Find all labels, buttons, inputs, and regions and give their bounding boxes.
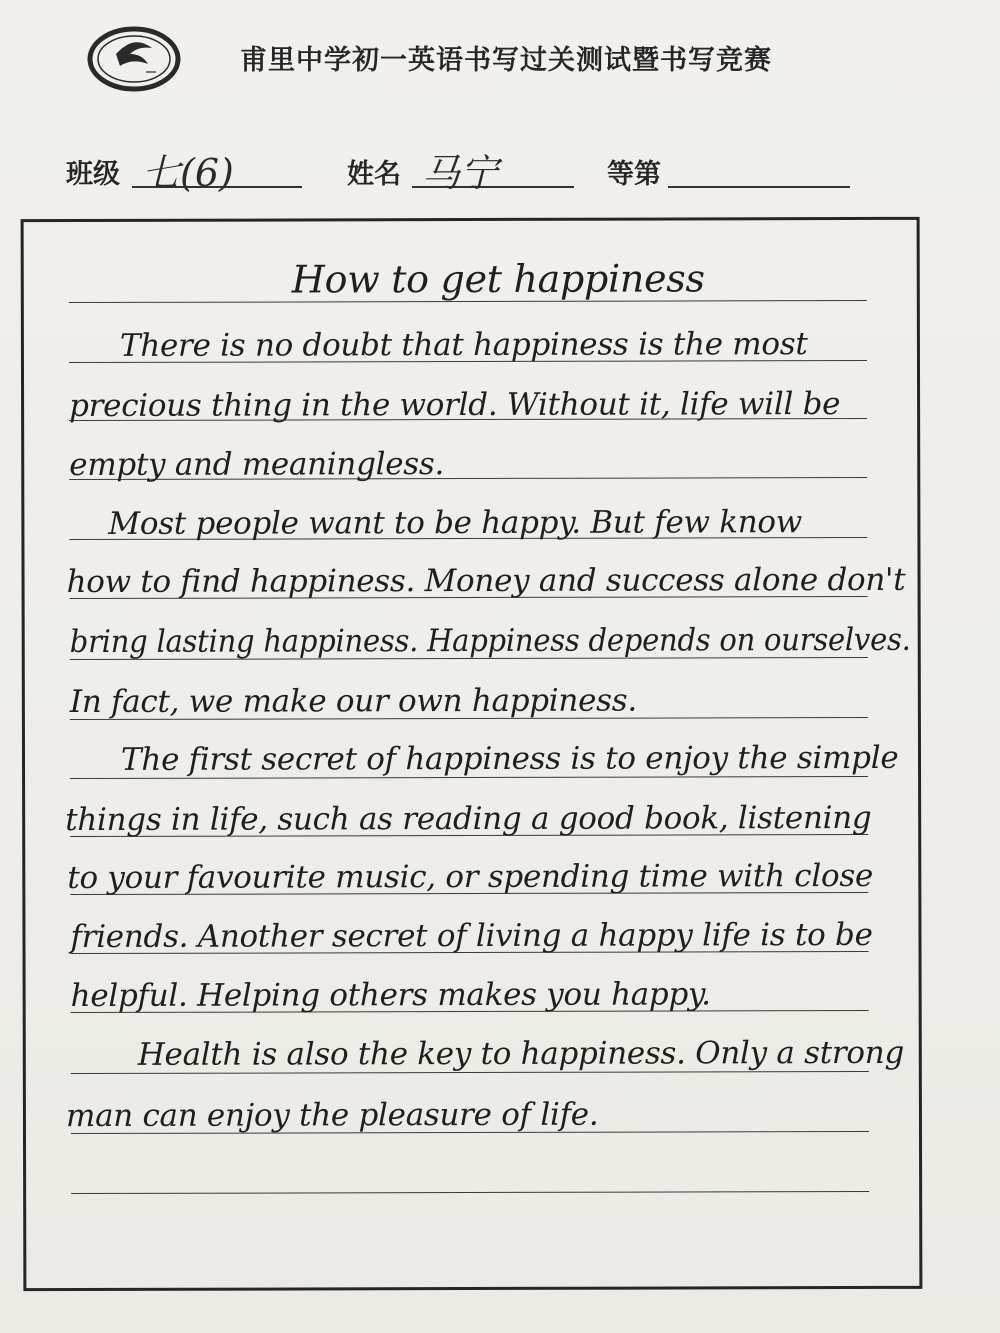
class-value[interactable]: 七(6) — [142, 151, 234, 195]
essay-line: In fact, we make our own happiness. — [69, 682, 637, 721]
name-label: 姓名 — [347, 159, 401, 190]
writing-box — [21, 217, 923, 1291]
essay-line: empty and meaningless. — [69, 446, 445, 484]
school-logo-icon — [86, 24, 182, 94]
essay-line: man can enjoy the pleasure of life. — [65, 1096, 599, 1135]
essay-line: bring lasting happiness. Happiness depends on ourselves. — [69, 621, 911, 661]
grade-label: 等第 — [607, 159, 661, 190]
page-title: 甫里中学初一英语书写过关测试暨书写竞赛 — [240, 45, 772, 76]
essay-line: helpful. Helping others makes you happy. — [70, 976, 711, 1015]
grade-underline — [668, 186, 850, 188]
essay-line: The first secret of happiness is to enjoy the simple — [120, 739, 899, 778]
essay-line: how to find happiness. Money and success alone don't — [66, 561, 906, 601]
class-label: 班级 — [66, 159, 120, 190]
essay-title: How to get happiness — [291, 256, 705, 302]
essay-line: Health is also the key to happiness. Only a strong — [137, 1034, 905, 1073]
name-value[interactable]: 马宁 — [422, 151, 499, 195]
student-info-row — [62, 140, 862, 200]
essay-line: things in life, such as reading a good book, listening — [65, 799, 872, 839]
essay-line: to your favourite music, or spending time with close — [67, 857, 874, 897]
ruled-line — [71, 1191, 869, 1194]
essay-line: There is no doubt that happiness is the most — [119, 326, 808, 364]
essay-line: Most people want to be happy. But few know — [108, 504, 803, 542]
essay-line: friends. Another secret of living a happy life is to be — [70, 916, 873, 956]
essay-line: precious thing in the world. Without it, life will be — [69, 386, 841, 425]
